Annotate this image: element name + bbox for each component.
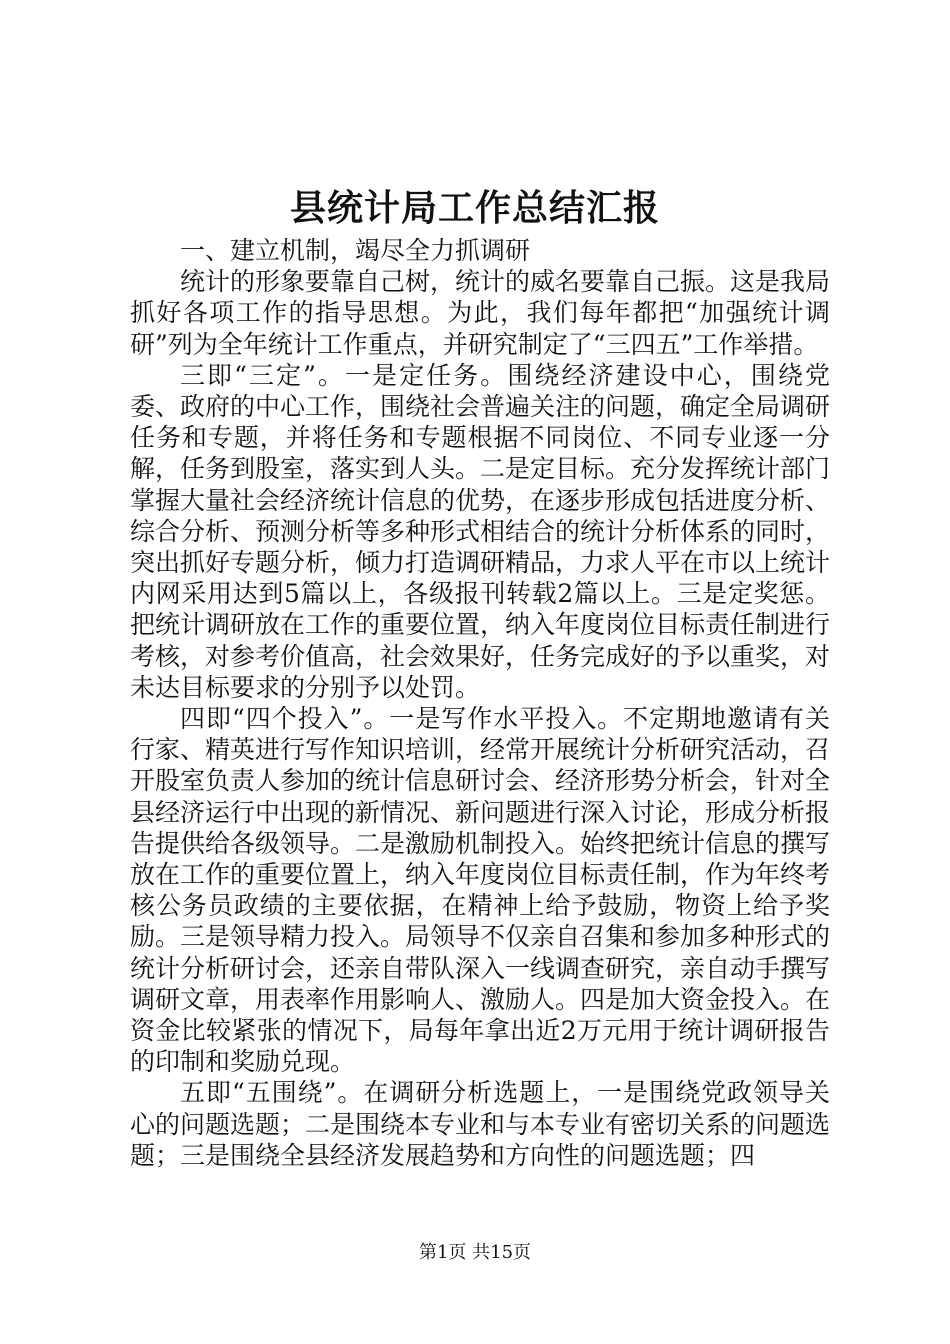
paragraph-five-focuses: 五即“五围绕”。在调研分析选题上，一是围绕党政领导关心的问题选题；二是围绕本专业和与本专业有密切关系的问题选题；三是围绕全县经济发展趋势和方向性的问题选题；四 [130,1078,831,1170]
document-title: 县统计局工作总结汇报 [289,187,660,229]
paragraph-four-investments: 四即“四个投入”。一是写作水平投入。不定期地邀请有关行家、精英进行写作知识培训，经常开展统计分析研究活动，召开股室负责人参加的统计信息研讨会、经济形势分析会，针对全县经济运行中出现的新情况、新问题进行深入讨论，形成分析报告提供给各级领导。二是激励机制投入。始终把统计信息的撰写放在工作的重要位置上，纳入年度岗位目标责任制，作为年终考核公务员政绩的主要依据，在精神上给予鼓励，物资上给予奖励。三是领导精力投入。局领导不仅亲自召集和参加多种形式的统计分析研讨会，还亲自带队深入一线调查研究，亲自动手撰写调研文章，用表率作用影响人、激励人。四是加大资金投入。在资金比较紧张的情况下，局每年拿出近2万元用于统计调研报告的印制和奖励兑现。 [130,704,831,1077]
paragraph-intro: 统计的形象要靠自己树，统计的威名要靠自己振。这是我局抓好各项工作的指导思想。为此，我们每年都把“加强统计调研”列为全年统计工作重点，并研究制定了“三四五”工作举措。 [130,267,831,359]
section-heading: 一、建立机制，竭尽全力抓调研 [180,236,531,265]
page-footer: 第1页 共15页 [418,1242,532,1263]
document-body [130,235,830,1171]
paragraph-three-determinations: 三即“三定”。一是定任务。围绕经济建设中心，围绕党委、政府的中心工作，围绕社会普遍关注的问题，确定全局调研任务和专题，并将任务和专题根据不同岗位、不同专业逐一分解，任务到股室，落实到人头。二是定目标。充分发挥统计部门掌握大量社会经济统计信息的优势，在逐步形成包括进度分析、综合分析、预测分析等多种形式相结合的统计分析体系的同时，突出抓好专题分析，倾力打造调研精品，力求人平在市以上统计内网采用达到5篇以上，各级报刊转载2篇以上。三是定奖惩。把统计调研放在工作的重要位置，纳入年度岗位目标责任制进行考核，对参考价值高，社会效果好，任务完成好的予以重奖，对未达目标要求的分别予以处罚。 [130,360,831,702]
